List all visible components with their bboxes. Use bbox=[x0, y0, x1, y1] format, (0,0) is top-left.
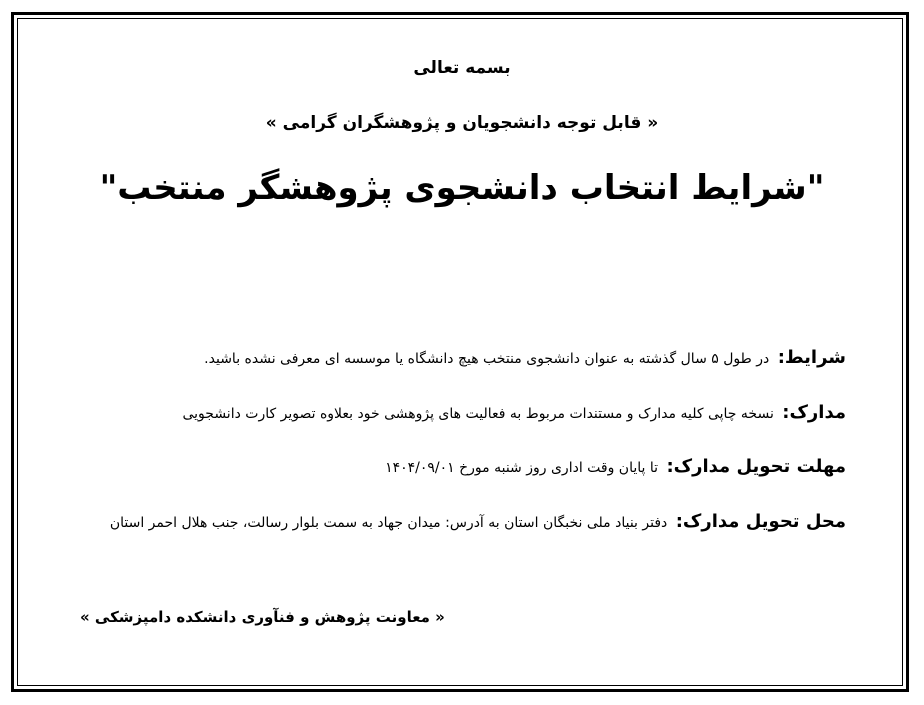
location-text: دفتر بنیاد ملی نخبگان استان به آدرس: میدان جهاد به سمت بلوار رسالت، جنب هلال احمر استان bbox=[109, 515, 668, 531]
deadline-line bbox=[385, 456, 846, 477]
location-line bbox=[110, 511, 846, 532]
page-title: "شرایط انتخاب دانشجوی پژوهشگر منتخب" bbox=[99, 168, 825, 208]
deadline-label: مهلت تحویل مدارک: bbox=[666, 456, 846, 477]
conditions-label: شرایط: bbox=[777, 347, 846, 368]
deadline-text: تا پایان وقت اداری روز شنبه مورخ ۱۴۰۴/۰۹/۰۱ bbox=[385, 460, 659, 476]
signature-footer: « معاونت پژوهش و فنآوری دانشکده دامپزشکی » bbox=[80, 608, 445, 626]
documents-text: نسخه چاپی کلیه مدارک و مستندات مربوط به فعالیت های پژوهشی خود بعلاوه تصویر کارت دانشجویی bbox=[182, 406, 774, 422]
conditions-line bbox=[204, 347, 846, 368]
location-label: محل تحویل مدارک: bbox=[675, 511, 846, 532]
basmala-heading: بسمه تعالی bbox=[413, 58, 511, 78]
documents-label: مدارک: bbox=[782, 402, 846, 423]
attention-subtitle: « قابل توجه دانشجویان و پژوهشگران گرامی » bbox=[265, 113, 659, 133]
documents-line bbox=[182, 402, 846, 423]
conditions-text: در طول ۵ سال گذشته به عنوان دانشجوی منتخب هیچ دانشگاه یا موسسه ای معرفی نشده باشید. bbox=[204, 351, 770, 367]
